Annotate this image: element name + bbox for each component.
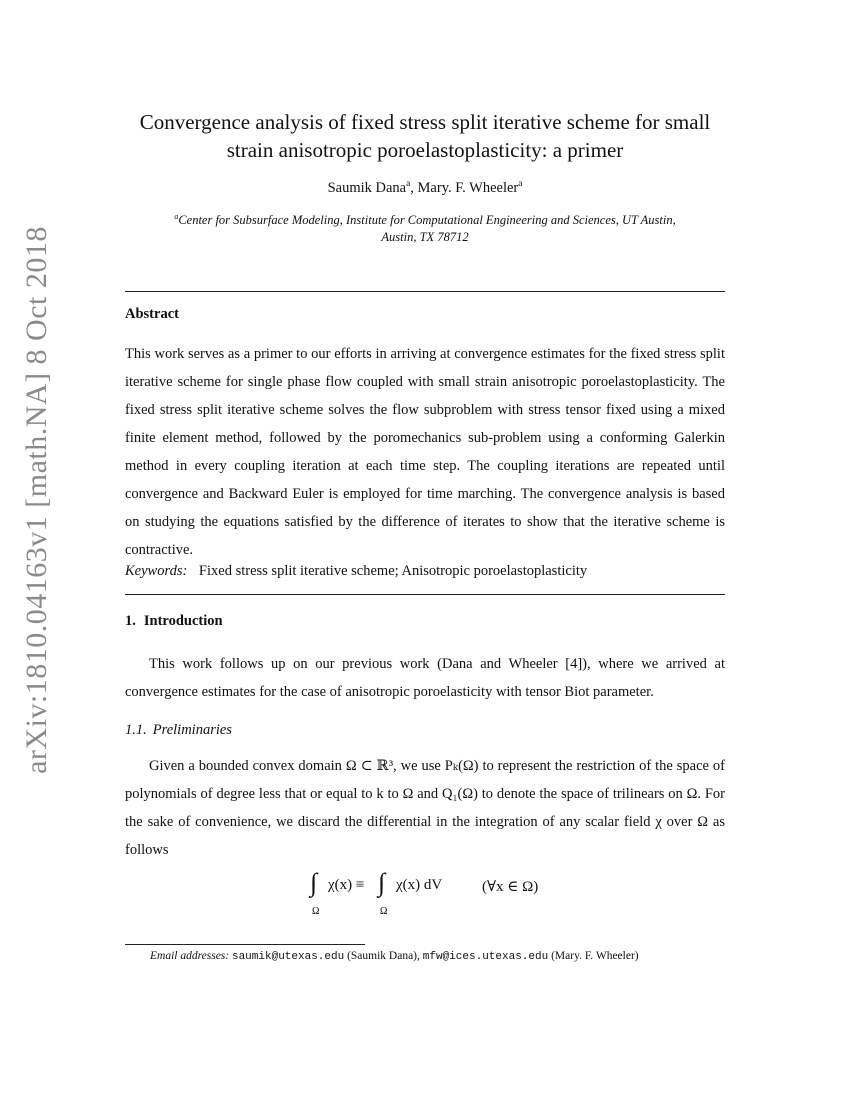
author-affiliation-marker: a xyxy=(518,179,523,190)
preliminaries-paragraph: Given a bounded convex domain Ω ⊂ ℝ³, we use Pₖ(Ω) to represent the restriction of the space of polynomials of degree less that or equal to k to Ω and Q₁(Ω) to denote the space of trilinears on Ω. For the sake of convenience, we discard the differential in the integration of any scalar field χ over Ω as follows xyxy=(125,758,725,858)
integral-sign: ∫ xyxy=(378,868,386,897)
integral-notation-equation xyxy=(300,868,560,920)
author-list xyxy=(125,180,725,197)
keywords xyxy=(125,563,587,580)
subsection-title: Preliminaries xyxy=(152,722,232,738)
author-name: Saumik Dana xyxy=(327,180,407,196)
affiliation xyxy=(125,212,725,246)
integral-domain: Ω xyxy=(312,906,320,917)
integral-sign: ∫ xyxy=(310,868,318,897)
footnote-name: (Saumik Dana), xyxy=(347,950,420,962)
keywords-label: Keywords: xyxy=(125,563,188,579)
abstract-heading: Abstract xyxy=(125,306,179,322)
section-title: Introduction xyxy=(143,613,223,629)
keywords-text: Fixed stress split iterative scheme; Anisotropic poroelastoplasticity xyxy=(198,563,588,579)
footnote-name: (Mary. F. Wheeler) xyxy=(551,950,639,962)
title-line-2: strain anisotropic poroelastoplasticity: a primer xyxy=(226,138,624,162)
integral-domain: Ω xyxy=(380,906,388,917)
email-link[interactable]: saumik@utexas.edu xyxy=(231,951,345,963)
footnote-rule xyxy=(125,944,365,945)
equation-lhs: χ(x) ≡ xyxy=(328,877,365,893)
arxiv-identifier-text: arXiv:1810.04163v1 [math.NA] 8 Oct 2018 xyxy=(20,226,54,774)
abstract-top-rule xyxy=(125,291,725,292)
affiliation-line-1: Center for Subsurface Modeling, Institute for Computational Engineering and Sciences, UT Austin, xyxy=(178,213,676,227)
affiliation-line-2: Austin, TX 78712 xyxy=(381,230,469,244)
subsection-heading-preliminaries xyxy=(125,722,232,739)
section-number: 1. xyxy=(125,613,136,629)
equation-condition: (∀x ∈ Ω) xyxy=(482,879,539,895)
abstract-text: This work serves as a primer to our efforts in arriving at convergence estimates for the fixed stress split iterative scheme for single phase flow coupled with small strain anisotropic poroelastoplasticity. The fixed stress split iterative scheme solves the flow subproblem with stress tensor fixed using a mixed finite element method, followed by the poromechanics sub-problem using a conforming Galerkin method in every coupling iteration at each time step. The coupling iterations are repeated until convergence and Backward Euler is employed for time marching. The convergence analysis is based on studying the equations satisfied by the difference of iterates to show that the iterative scheme is contractive. xyxy=(125,346,725,558)
author-separator: , xyxy=(410,180,418,196)
subsection-number: 1.1. xyxy=(125,722,147,738)
author-name: Mary. F. Wheeler xyxy=(417,180,519,196)
section-heading-introduction xyxy=(125,613,223,630)
footnote-email xyxy=(150,950,750,963)
author-affiliation-marker: a xyxy=(406,179,411,190)
abstract-bottom-rule xyxy=(125,594,725,595)
title-line-1: Convergence analysis of fixed stress split iterative scheme for small xyxy=(139,110,711,134)
arxiv-identifier-stamp xyxy=(14,226,60,774)
paper-title xyxy=(125,108,725,164)
footnote-label: Email addresses: xyxy=(150,950,230,962)
email-link[interactable]: mfw@ices.utexas.edu xyxy=(422,951,549,963)
equation-rhs: χ(x) dV xyxy=(396,877,443,893)
introduction-paragraph: This work follows up on our previous work (Dana and Wheeler [4]), where we arrived at convergence estimates for the case of anisotropic poroelasticity with tensor Biot parameter. xyxy=(125,656,725,700)
affiliation-marker: a xyxy=(174,211,179,221)
